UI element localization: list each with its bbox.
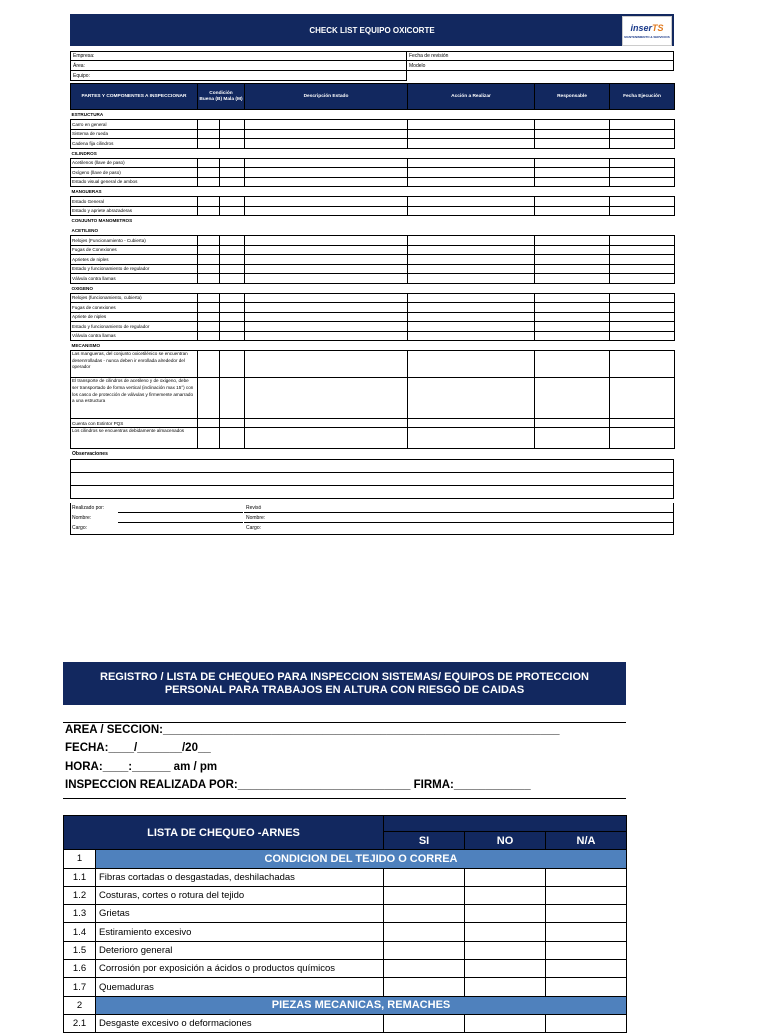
condicion-divider	[198, 255, 220, 264]
accion-cell[interactable]	[408, 418, 535, 428]
accion-cell[interactable]	[408, 255, 535, 265]
item-label: Acetilenos (llave de paso)	[71, 158, 198, 168]
area-seccion-field[interactable]: AREA / SECCION:______________________________________________________________	[65, 724, 560, 736]
condicion-divider	[198, 378, 220, 418]
no-cell[interactable]	[465, 886, 546, 904]
condicion-divider	[198, 428, 220, 448]
condicion-cell[interactable]	[198, 177, 245, 187]
inspection-table	[70, 83, 675, 449]
si-cell[interactable]	[384, 941, 465, 959]
accion-cell[interactable]	[408, 428, 535, 449]
na-cell[interactable]	[546, 905, 627, 923]
nombre-line-1[interactable]	[118, 522, 243, 523]
condicion-divider	[198, 207, 220, 216]
observaciones-box[interactable]	[70, 459, 674, 499]
si-cell[interactable]	[384, 886, 465, 904]
item-label: Cadena fija cilindros	[71, 139, 198, 149]
item-label: Carro en general	[71, 120, 198, 130]
section-heading: CONDICION DEL TEJIDO O CORREA	[96, 850, 627, 868]
si-cell[interactable]	[384, 978, 465, 996]
condicion-divider	[198, 120, 220, 129]
si-cell[interactable]	[384, 905, 465, 923]
fecha-cell[interactable]	[610, 378, 675, 419]
inspection-row	[71, 331, 675, 341]
fecha-cell[interactable]	[610, 351, 675, 378]
responsable-cell[interactable]	[535, 255, 610, 265]
descripcion-cell[interactable]	[245, 236, 408, 246]
si-cell[interactable]	[384, 868, 465, 886]
inspection-row	[71, 245, 675, 255]
accion-cell[interactable]	[408, 236, 535, 246]
responsable-cell[interactable]	[535, 331, 610, 341]
descripcion-cell[interactable]	[245, 139, 408, 149]
nombre-line-2[interactable]	[244, 522, 674, 523]
condicion-divider	[198, 197, 220, 206]
item-label: Las mangueras, del conjunto oxicetilénico se encuentran desenrrolladas - nunca deben ir enrollada alrededor del operador	[71, 351, 198, 378]
condicion-cell[interactable]	[198, 245, 245, 255]
fecha-cell[interactable]	[610, 255, 675, 265]
fecha-cell[interactable]	[610, 168, 675, 178]
item-number: 1.1	[64, 868, 96, 886]
inspection-row	[71, 351, 675, 378]
section-heading: ACETILENO	[71, 227, 99, 233]
condicion-divider	[198, 246, 220, 255]
item-label: Quemaduras	[96, 978, 384, 996]
fecha-revision-field[interactable]: Fecha de revisión	[407, 51, 674, 61]
reviso-line[interactable]	[244, 512, 674, 513]
item-label: Costuras, cortes o rotura del tejido	[96, 886, 384, 904]
condicion-cell[interactable]	[198, 168, 245, 178]
accion-cell[interactable]	[408, 312, 535, 322]
descripcion-cell[interactable]	[245, 303, 408, 313]
condicion-divider	[198, 322, 220, 331]
checklist-row	[64, 923, 627, 941]
descripcion-cell[interactable]	[245, 264, 408, 274]
oxicorte-checklist	[70, 14, 674, 535]
inspection-row	[71, 120, 675, 130]
accion-cell[interactable]	[408, 378, 535, 419]
condicion-divider	[198, 351, 220, 377]
condicion-cell[interactable]	[198, 351, 245, 378]
na-cell[interactable]	[546, 886, 627, 904]
fecha-cell[interactable]	[610, 245, 675, 255]
condicion-cell[interactable]	[198, 418, 245, 428]
condicion-cell[interactable]	[198, 264, 245, 274]
condicion-divider	[198, 130, 220, 139]
condicion-cell[interactable]	[198, 236, 245, 246]
responsable-cell[interactable]	[535, 303, 610, 313]
fecha-cell[interactable]	[610, 418, 675, 428]
item-label: Relojes (funcionamiento, cubierta)	[71, 293, 198, 303]
condicion-cell[interactable]	[198, 139, 245, 149]
fecha-cell[interactable]	[610, 129, 675, 139]
fecha-cell[interactable]	[610, 158, 675, 168]
descripcion-cell[interactable]	[245, 197, 408, 207]
descripcion-cell[interactable]	[245, 331, 408, 341]
inspection-row	[71, 312, 675, 322]
item-label: Estado y funcionamiento de regulador	[71, 264, 198, 274]
na-cell[interactable]	[546, 960, 627, 978]
responsable-cell[interactable]	[535, 293, 610, 303]
item-label: Relojes (Funcionamiento - Cubierta)	[71, 236, 198, 246]
item-label: Grietas	[96, 905, 384, 923]
item-number: 1.3	[64, 905, 96, 923]
condicion-divider	[198, 313, 220, 322]
arnes-table	[63, 815, 627, 1033]
na-cell[interactable]	[546, 978, 627, 996]
condicion-divider	[198, 139, 220, 148]
item-label: Fugas de conexiones	[71, 303, 198, 313]
descripcion-cell[interactable]	[245, 428, 408, 449]
item-label: Estado y apriete abrazaderas	[71, 206, 198, 216]
equipo-field[interactable]: Equipo:	[70, 71, 407, 81]
item-number: 1.2	[64, 886, 96, 904]
item-label: Válvula contra llamas	[71, 274, 198, 284]
item-label: Fugas de Conexiones	[71, 245, 198, 255]
accion-cell[interactable]	[408, 120, 535, 130]
item-label: Desgaste excesivo o deformaciones	[96, 1014, 384, 1032]
descripcion-cell[interactable]	[245, 351, 408, 378]
col-no: NO	[465, 832, 546, 850]
reviso-label: Revisó	[246, 505, 262, 512]
na-cell[interactable]	[546, 941, 627, 959]
inspection-row	[71, 206, 675, 216]
fecha-cell[interactable]	[610, 274, 675, 284]
descripcion-cell[interactable]	[245, 322, 408, 332]
checklist-row	[64, 941, 627, 959]
condicion-cell[interactable]	[198, 378, 245, 419]
company-logo: inserTS MANTENIMIENTO & SERVICIOS	[622, 16, 672, 46]
fecha-cell[interactable]	[610, 428, 675, 449]
si-cell[interactable]	[384, 960, 465, 978]
condicion-cell[interactable]	[198, 120, 245, 130]
inspection-row	[71, 168, 675, 178]
inspection-row	[71, 418, 675, 428]
accion-cell[interactable]	[408, 264, 535, 274]
responsable-cell[interactable]	[535, 274, 610, 284]
checklist-row	[64, 886, 627, 904]
condicion-divider	[198, 332, 220, 341]
responsable-cell[interactable]	[535, 322, 610, 332]
descripcion-cell[interactable]	[245, 177, 408, 187]
accion-cell[interactable]	[408, 331, 535, 341]
descripcion-cell[interactable]	[245, 274, 408, 284]
empresa-field[interactable]: Empresa:	[70, 51, 407, 61]
descripcion-cell[interactable]	[245, 378, 408, 419]
condicion-divider	[198, 274, 220, 283]
condicion-cell[interactable]	[198, 197, 245, 207]
col-accion: Acción a Realizar	[408, 84, 535, 110]
no-cell[interactable]	[465, 960, 546, 978]
banner-line-2: PERSONAL PARA TRABAJOS EN ALTURA CON RIESGO DE CAIDAS	[164, 683, 525, 696]
accion-cell[interactable]	[408, 158, 535, 168]
accion-cell[interactable]	[408, 274, 535, 284]
banner-line-1: REGISTRO / LISTA DE CHEQUEO PARA INSPECCION SISTEMAS/ EQUIPOS DE PROTECCION	[100, 670, 589, 683]
inspection-row	[71, 303, 675, 313]
fecha-cell[interactable]	[610, 139, 675, 149]
section-heading: PIEZAS MECANICAS, REMACHES	[96, 996, 627, 1014]
condicion-cell[interactable]	[198, 428, 245, 449]
condicion-divider	[198, 419, 220, 428]
inspection-row	[71, 264, 675, 274]
item-label: Cuenta con Extintor PQS	[71, 418, 198, 428]
item-label: El transporte de cilindros de acetileno y de oxigeno, debe ser transportado de forma vertical (inclinación max 15°) con los casco de protección de válvulas y firmemente amarrado a una estructura	[71, 378, 198, 419]
descripcion-cell[interactable]	[245, 418, 408, 428]
item-label: Deterioro general	[96, 941, 384, 959]
na-cell[interactable]	[546, 868, 627, 886]
accion-cell[interactable]	[408, 206, 535, 216]
hora-field[interactable]: HORA:____:______ am / pm	[65, 761, 218, 773]
accion-cell[interactable]	[408, 322, 535, 332]
inspeccion-firma-field[interactable]: INSPECCION REALIZADA POR:___________________________ FIRMA:____________	[65, 779, 531, 791]
no-cell[interactable]	[465, 923, 546, 941]
col-si: SI	[384, 832, 465, 850]
responsable-cell[interactable]	[535, 245, 610, 255]
fecha-cell[interactable]	[610, 312, 675, 322]
arnes-info-fields	[63, 722, 626, 799]
nombre-label-2: Nombre:	[246, 515, 266, 522]
fecha-cell[interactable]	[610, 177, 675, 187]
col-partes: PARTES Y COMPONENTES A INSPECCIONAR	[71, 84, 198, 110]
checklist-row	[64, 905, 627, 923]
inspection-row	[71, 274, 675, 284]
item-number: 1.4	[64, 923, 96, 941]
item-number: 1.6	[64, 960, 96, 978]
col-descripcion: Descripción Estado	[245, 84, 408, 110]
item-number: 1.7	[64, 978, 96, 996]
signature-block	[70, 503, 674, 535]
item-label: Oxígeno (llave de paso)	[71, 168, 198, 178]
descripcion-cell[interactable]	[245, 206, 408, 216]
inspection-row	[71, 322, 675, 332]
checklist-title-bar	[70, 14, 674, 46]
inspection-row	[71, 139, 675, 149]
item-label: Válvula contra llamas	[71, 331, 198, 341]
section-heading: CONJUNTO MANOMETROS	[71, 218, 133, 224]
inspection-row	[71, 158, 675, 168]
fecha-cell[interactable]	[610, 322, 675, 332]
accion-cell[interactable]	[408, 197, 535, 207]
no-cell[interactable]	[465, 978, 546, 996]
condicion-cell[interactable]	[198, 158, 245, 168]
condicion-divider	[198, 303, 220, 312]
modelo-field[interactable]: Modelo	[407, 61, 674, 71]
descripcion-cell[interactable]	[245, 312, 408, 322]
condicion-divider	[198, 178, 220, 187]
accion-cell[interactable]	[408, 351, 535, 378]
realizado-label: Realizado por:	[72, 505, 105, 512]
item-label: Estado y funcionamiento de regulador	[71, 322, 198, 332]
condicion-cell[interactable]	[198, 322, 245, 332]
responsable-cell[interactable]	[535, 177, 610, 187]
condicion-cell[interactable]	[198, 312, 245, 322]
fecha-cell[interactable]	[610, 293, 675, 303]
section-heading: OXIGENO	[71, 285, 93, 291]
responsable-cell[interactable]	[535, 206, 610, 216]
section-number: 1	[64, 850, 96, 868]
descripcion-cell[interactable]	[245, 245, 408, 255]
accion-cell[interactable]	[408, 168, 535, 178]
inspection-row	[71, 129, 675, 139]
fecha-cell[interactable]	[610, 206, 675, 216]
accion-cell[interactable]	[408, 139, 535, 149]
descripcion-cell[interactable]	[245, 158, 408, 168]
inspection-row	[71, 428, 675, 449]
condicion-cell[interactable]	[198, 129, 245, 139]
responsable-cell[interactable]	[535, 351, 610, 378]
observaciones-label: Observaciones	[72, 451, 108, 458]
condicion-cell[interactable]	[198, 303, 245, 313]
fecha-cell[interactable]	[610, 197, 675, 207]
fecha-cell[interactable]	[610, 120, 675, 130]
accion-cell[interactable]	[408, 177, 535, 187]
responsable-cell[interactable]	[535, 197, 610, 207]
item-label: Corrosión por exposición a ácidos o productos químicos	[96, 960, 384, 978]
col-fecha: Fecha Ejecución	[610, 84, 675, 110]
no-cell[interactable]	[465, 905, 546, 923]
no-cell[interactable]	[465, 868, 546, 886]
inspection-row	[71, 177, 675, 187]
inspection-row	[71, 197, 675, 207]
condicion-divider	[198, 294, 220, 303]
descripcion-cell[interactable]	[245, 293, 408, 303]
item-number: 1.5	[64, 941, 96, 959]
item-label: Estado General	[71, 197, 198, 207]
accion-cell[interactable]	[408, 293, 535, 303]
responsable-cell[interactable]	[535, 378, 610, 419]
fecha-cell[interactable]	[610, 303, 675, 313]
checklist-header-fields	[70, 51, 674, 83]
condicion-cell[interactable]	[198, 331, 245, 341]
arnes-table-title: LISTA DE CHEQUEO -ARNES	[64, 816, 384, 850]
no-cell[interactable]	[465, 941, 546, 959]
responsable-cell[interactable]	[535, 418, 610, 428]
responsable-cell[interactable]	[535, 158, 610, 168]
fecha-field[interactable]: FECHA:____/_______/20__	[65, 742, 211, 754]
descripcion-cell[interactable]	[245, 255, 408, 265]
descripcion-cell[interactable]	[245, 120, 408, 130]
condicion-cell[interactable]	[198, 255, 245, 265]
cargo-label-2: Cargo:	[246, 525, 262, 532]
condicion-divider	[198, 265, 220, 274]
accion-cell[interactable]	[408, 245, 535, 255]
condicion-cell[interactable]	[198, 293, 245, 303]
inspection-row	[71, 236, 675, 246]
inspection-row	[71, 255, 675, 265]
col-condicion: Condición Buena (B) Mala (M)	[198, 84, 245, 110]
fecha-cell[interactable]	[610, 236, 675, 246]
condicion-divider	[198, 159, 220, 168]
responsable-cell[interactable]	[535, 312, 610, 322]
accion-cell[interactable]	[408, 129, 535, 139]
item-label: Aprietes de niples	[71, 255, 198, 265]
item-label: Fibras cortadas o desgastadas, deshilachadas	[96, 868, 384, 886]
realizado-line[interactable]	[118, 512, 243, 513]
section-heading: CILINDROS	[71, 150, 97, 156]
responsable-cell[interactable]	[535, 129, 610, 139]
item-number: 2.1	[64, 1014, 96, 1032]
accion-cell[interactable]	[408, 303, 535, 313]
checklist-row	[64, 960, 627, 978]
section-heading: MECANISMO	[71, 343, 101, 348]
responsable-cell[interactable]	[535, 139, 610, 149]
responsable-cell[interactable]	[535, 236, 610, 246]
si-cell[interactable]	[384, 923, 465, 941]
fecha-cell[interactable]	[610, 264, 675, 274]
condicion-cell[interactable]	[198, 274, 245, 284]
item-label: Los cilindros se encuentras debidamente almacenados	[71, 428, 198, 449]
na-cell[interactable]	[546, 923, 627, 941]
item-label: Apriete de niples	[71, 312, 198, 322]
responsable-cell[interactable]	[535, 120, 610, 130]
col-responsable: Responsable	[535, 84, 610, 110]
inspection-row	[71, 293, 675, 303]
descripcion-cell[interactable]	[245, 168, 408, 178]
condicion-divider	[198, 168, 220, 177]
nombre-label-1: Nombre:	[72, 515, 92, 522]
checklist-row	[64, 868, 627, 886]
condicion-cell[interactable]	[198, 206, 245, 216]
responsable-cell[interactable]	[535, 168, 610, 178]
checklist-row	[64, 978, 627, 996]
checklist-title: CHECK LIST EQUIPO OXICORTE	[309, 25, 435, 35]
area-field[interactable]: Área:	[70, 61, 407, 71]
section-heading: MANGUERAS	[71, 189, 102, 194]
responsable-cell[interactable]	[535, 264, 610, 274]
col-na: N/A	[546, 832, 627, 850]
fecha-cell[interactable]	[610, 331, 675, 341]
section-number: 2	[64, 996, 96, 1014]
condicion-divider	[198, 236, 220, 245]
item-label: Sistema de rueda	[71, 129, 198, 139]
item-label: Estiramiento excesivo	[96, 923, 384, 941]
item-label: Estado visual general de ambos	[71, 177, 198, 187]
arnes-banner	[63, 662, 626, 705]
descripcion-cell[interactable]	[245, 129, 408, 139]
section-heading: ESTRUCTURA	[71, 112, 104, 117]
responsable-cell[interactable]	[535, 428, 610, 449]
cargo-label-1: Cargo:	[72, 525, 88, 532]
inspection-row	[71, 378, 675, 419]
